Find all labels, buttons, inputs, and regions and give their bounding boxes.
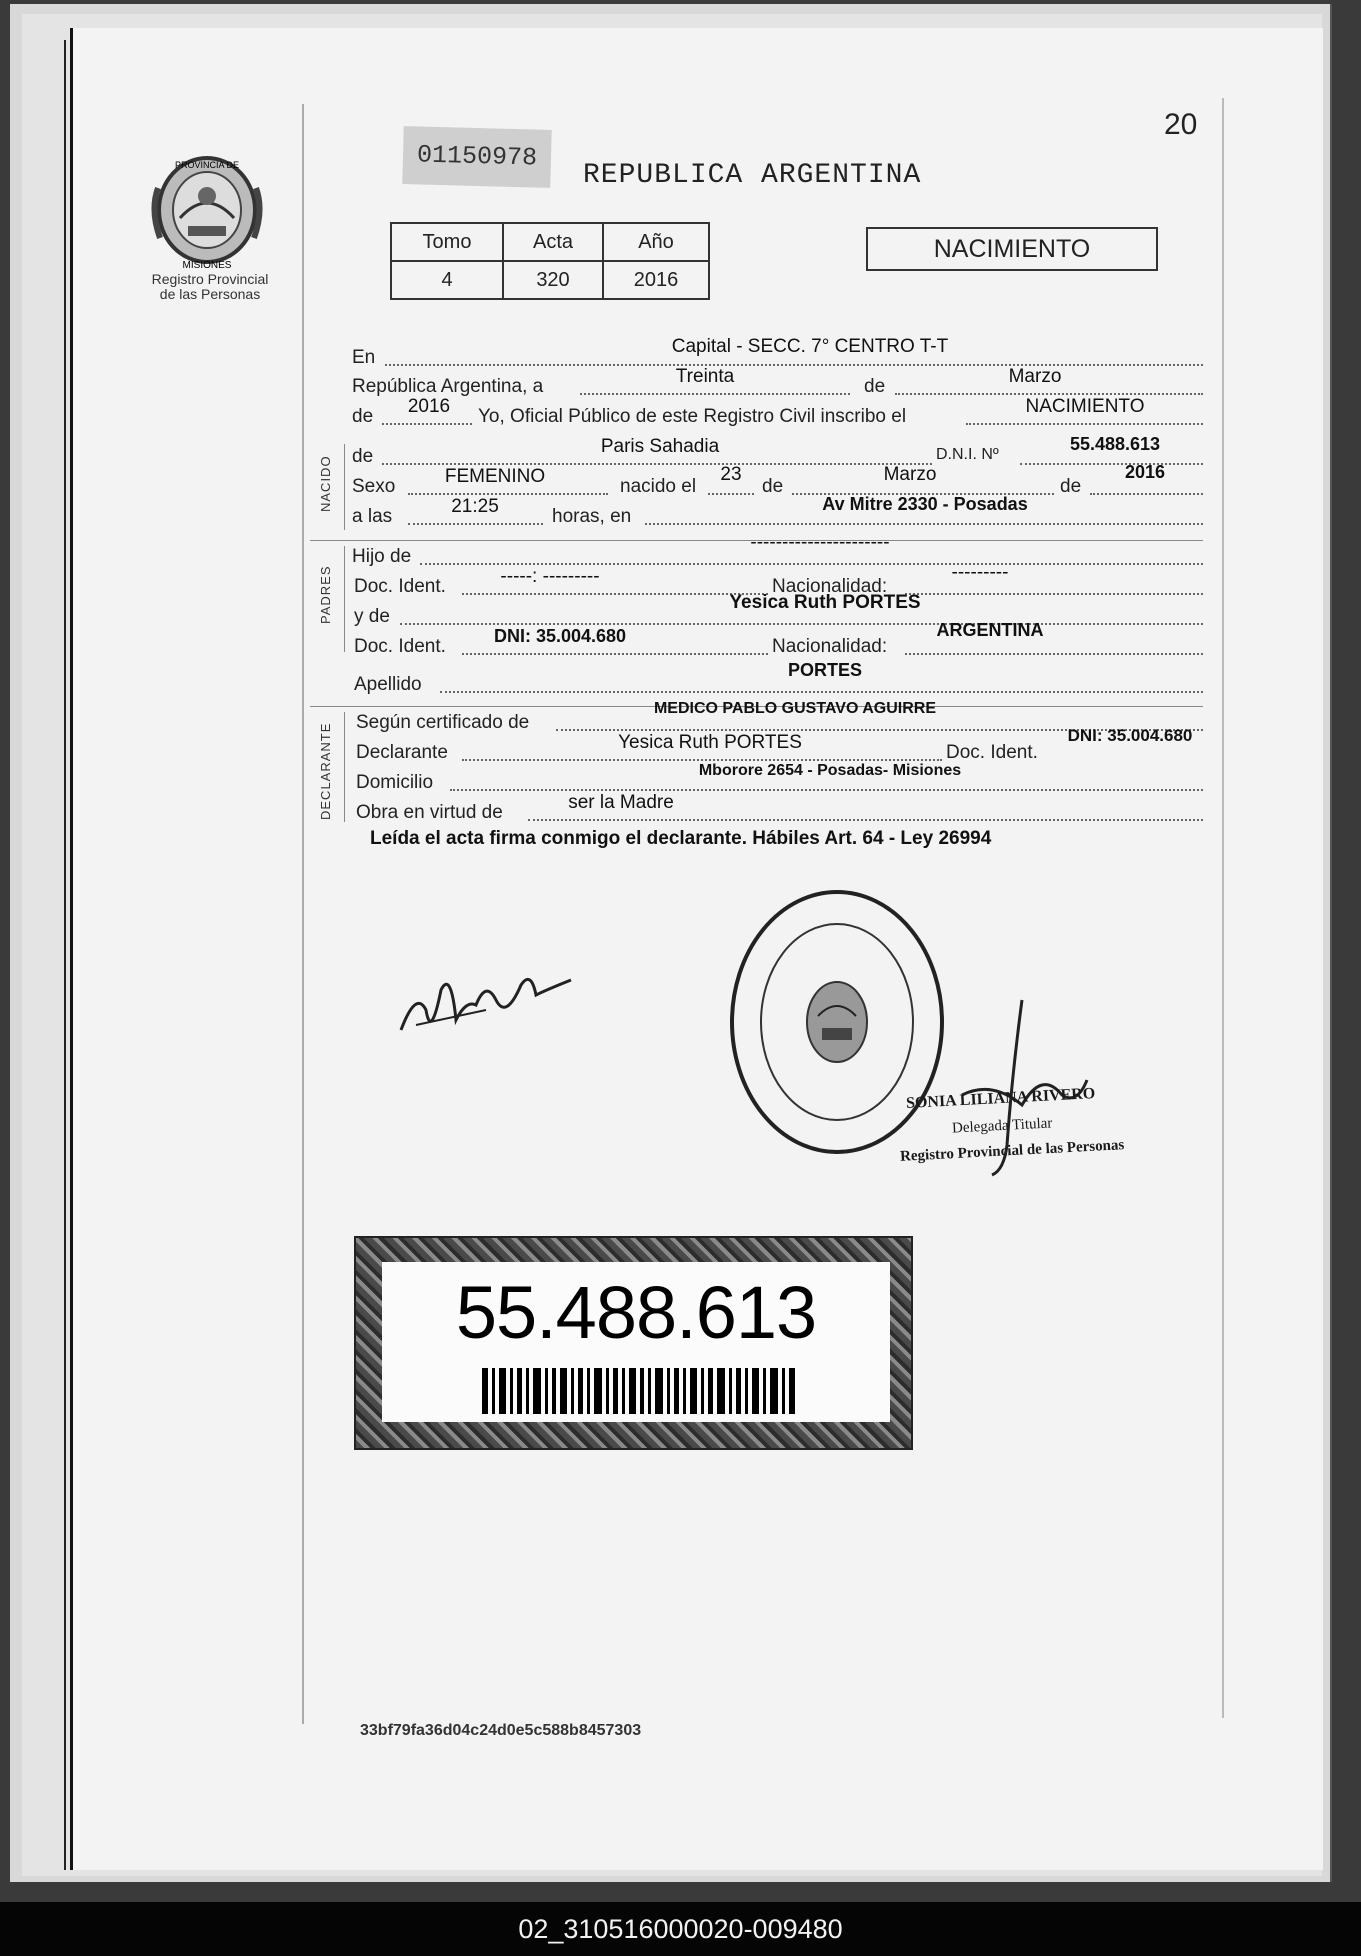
born-de-label: de xyxy=(762,476,784,497)
page-number: 20 xyxy=(1164,108,1198,141)
declarant-doc-label: Doc. Ident. xyxy=(946,742,1038,763)
born-name-value: Paris Sahadia xyxy=(600,436,720,457)
year-dots xyxy=(382,423,472,425)
date-de-label: de xyxy=(864,376,886,397)
nat2-dots xyxy=(905,653,1203,655)
record-value: NACIMIENTO xyxy=(1025,396,1145,417)
svg-text:MISIONES: MISIONES xyxy=(182,260,232,271)
surname-dots xyxy=(440,691,1203,693)
declarant-signature-icon xyxy=(396,950,576,1060)
sex-value: FEMENINO xyxy=(444,466,546,487)
born-on-label: nacido el xyxy=(620,476,697,497)
nat2-label: Nacionalidad: xyxy=(772,636,888,657)
form-left-rule xyxy=(302,104,304,1724)
id-sticker-panel xyxy=(382,1262,890,1422)
date-dots-1 xyxy=(580,393,850,395)
born-section-label: NACIDO xyxy=(318,455,333,512)
hours-label: horas, en xyxy=(552,506,632,527)
official-role: Delegada Titular xyxy=(951,1115,1053,1137)
sex-dots xyxy=(408,493,608,495)
serial-number-stamp: 01150978 xyxy=(402,126,551,188)
id-sticker-number: 55.488.613 xyxy=(455,1271,817,1354)
officer-statement: Yo, Oficial Público de este Registro Civil inscribo el xyxy=(478,406,907,427)
closing-statement: Leída el acta firma conmigo el declarante. Hábiles Art. 64 - Ley 26994 xyxy=(370,828,992,849)
mother-dots xyxy=(400,623,1203,625)
record-table xyxy=(390,222,710,300)
barcode-icon xyxy=(482,1368,800,1414)
child-of-label: Hijo de xyxy=(352,546,412,567)
table-cell-anio: 2016 xyxy=(603,261,709,299)
declarant-dots xyxy=(462,759,942,761)
file-id-bar xyxy=(0,1902,1361,1956)
nat1-label: Nacionalidad: xyxy=(772,576,888,597)
acts-dots xyxy=(528,819,1203,821)
id-sticker xyxy=(354,1236,913,1450)
doc2-label: Doc. Ident. xyxy=(354,636,446,657)
child-of-dots xyxy=(420,563,1203,565)
sex-label: Sexo xyxy=(352,476,396,497)
cert-label: Según certificado de xyxy=(356,712,530,733)
registry-label: Registro Provincial de las Personas xyxy=(151,271,269,302)
table-cell-acta: 320 xyxy=(503,261,603,299)
parents-section-rule xyxy=(344,546,345,652)
parents-section-label: PADRES xyxy=(318,565,333,624)
and-of-label: y de xyxy=(354,606,390,627)
doc2-dots xyxy=(462,653,768,655)
born-section-rule xyxy=(344,444,345,530)
provincial-emblem-icon xyxy=(150,148,265,273)
file-id: 02_310516000020-009480 xyxy=(518,1914,843,1944)
table-header-acta: Acta xyxy=(503,223,603,261)
born-name-label: de xyxy=(352,446,374,467)
time-dots xyxy=(408,523,543,525)
born-day-value: 23 xyxy=(720,464,742,485)
born-month-value: Marzo xyxy=(883,464,937,485)
declarant-doc-value: DNI: 35.004.680 xyxy=(1067,726,1193,745)
born-de2-label: de xyxy=(1060,476,1082,497)
year-value: 2016 xyxy=(407,396,451,417)
certificate-page xyxy=(70,28,1323,1870)
declarant-value: Yesica Ruth PORTES xyxy=(618,732,802,753)
dni-label: D.N.I. Nº xyxy=(936,446,999,463)
address-dots xyxy=(450,789,1203,791)
born-place-value: Av Mitre 2330 - Posadas xyxy=(822,494,1028,514)
date-dots-2 xyxy=(895,393,1203,395)
born-place-dots xyxy=(645,523,1203,525)
time-label: a las xyxy=(352,506,393,527)
surname-value: PORTES xyxy=(787,660,862,680)
born-year-value: 2016 xyxy=(1124,462,1166,482)
mother-value: Yesica Ruth PORTES xyxy=(729,592,921,613)
year-de-label: de xyxy=(352,406,374,427)
doc1-label: Doc. Ident. xyxy=(354,576,446,597)
address-label: Domicilio xyxy=(356,772,434,793)
table-header-anio: Año xyxy=(603,223,709,261)
binder-line xyxy=(64,40,66,1870)
month-value: Marzo xyxy=(1008,366,1062,387)
declarant-section-label: DECLARANTE xyxy=(318,722,333,820)
record-dots xyxy=(966,423,1203,425)
record-type-box: NACIMIENTO xyxy=(866,227,1158,271)
cert-value: MEDICO PABLO GUSTAVO AGUIRRE xyxy=(653,700,937,717)
document-title: REPUBLICA ARGENTINA xyxy=(583,160,922,191)
father-value: ---------------------- xyxy=(750,532,890,553)
declarant-label: Declarante xyxy=(356,742,448,763)
surname-label: Apellido xyxy=(354,674,422,695)
day-value: Treinta xyxy=(675,366,735,387)
doc2-value: DNI: 35.004.680 xyxy=(493,626,627,646)
declarant-section-rule xyxy=(344,712,345,822)
official-name: SONIA LILIANA RIVERO xyxy=(905,1085,1096,1112)
registry-seal-icon xyxy=(726,886,948,1158)
place-label: En xyxy=(352,347,376,368)
nat2-value: ARGENTINA xyxy=(936,620,1044,640)
nat1-value: --------- xyxy=(951,562,1009,583)
place-value: Capital - SECC. 7° CENTRO T-T xyxy=(671,336,949,357)
table-cell-tomo: 4 xyxy=(391,261,503,299)
born-year-dots xyxy=(1090,493,1203,495)
acts-value: ser la Madre xyxy=(568,792,674,813)
table-header-tomo: Tomo xyxy=(391,223,503,261)
svg-text:PROVINCIA DE: PROVINCIA DE xyxy=(174,160,240,170)
acts-label: Obra en virtud de xyxy=(356,802,503,823)
born-day-dots xyxy=(708,493,754,495)
form-right-rule xyxy=(1222,98,1224,1718)
time-value: 21:25 xyxy=(451,496,499,517)
date-label: República Argentina, a xyxy=(352,376,544,397)
doc1-value: -----: --------- xyxy=(500,566,600,587)
document-hash: 33bf79fa36d04c24d0e5c588b8457303 xyxy=(360,1722,642,1739)
address-value: Mborore 2654 - Posadas- Misiones xyxy=(698,762,962,779)
official-organization: Registro Provincial de las Personas xyxy=(899,1137,1125,1165)
dni-value: 55.488.613 xyxy=(1069,434,1161,454)
